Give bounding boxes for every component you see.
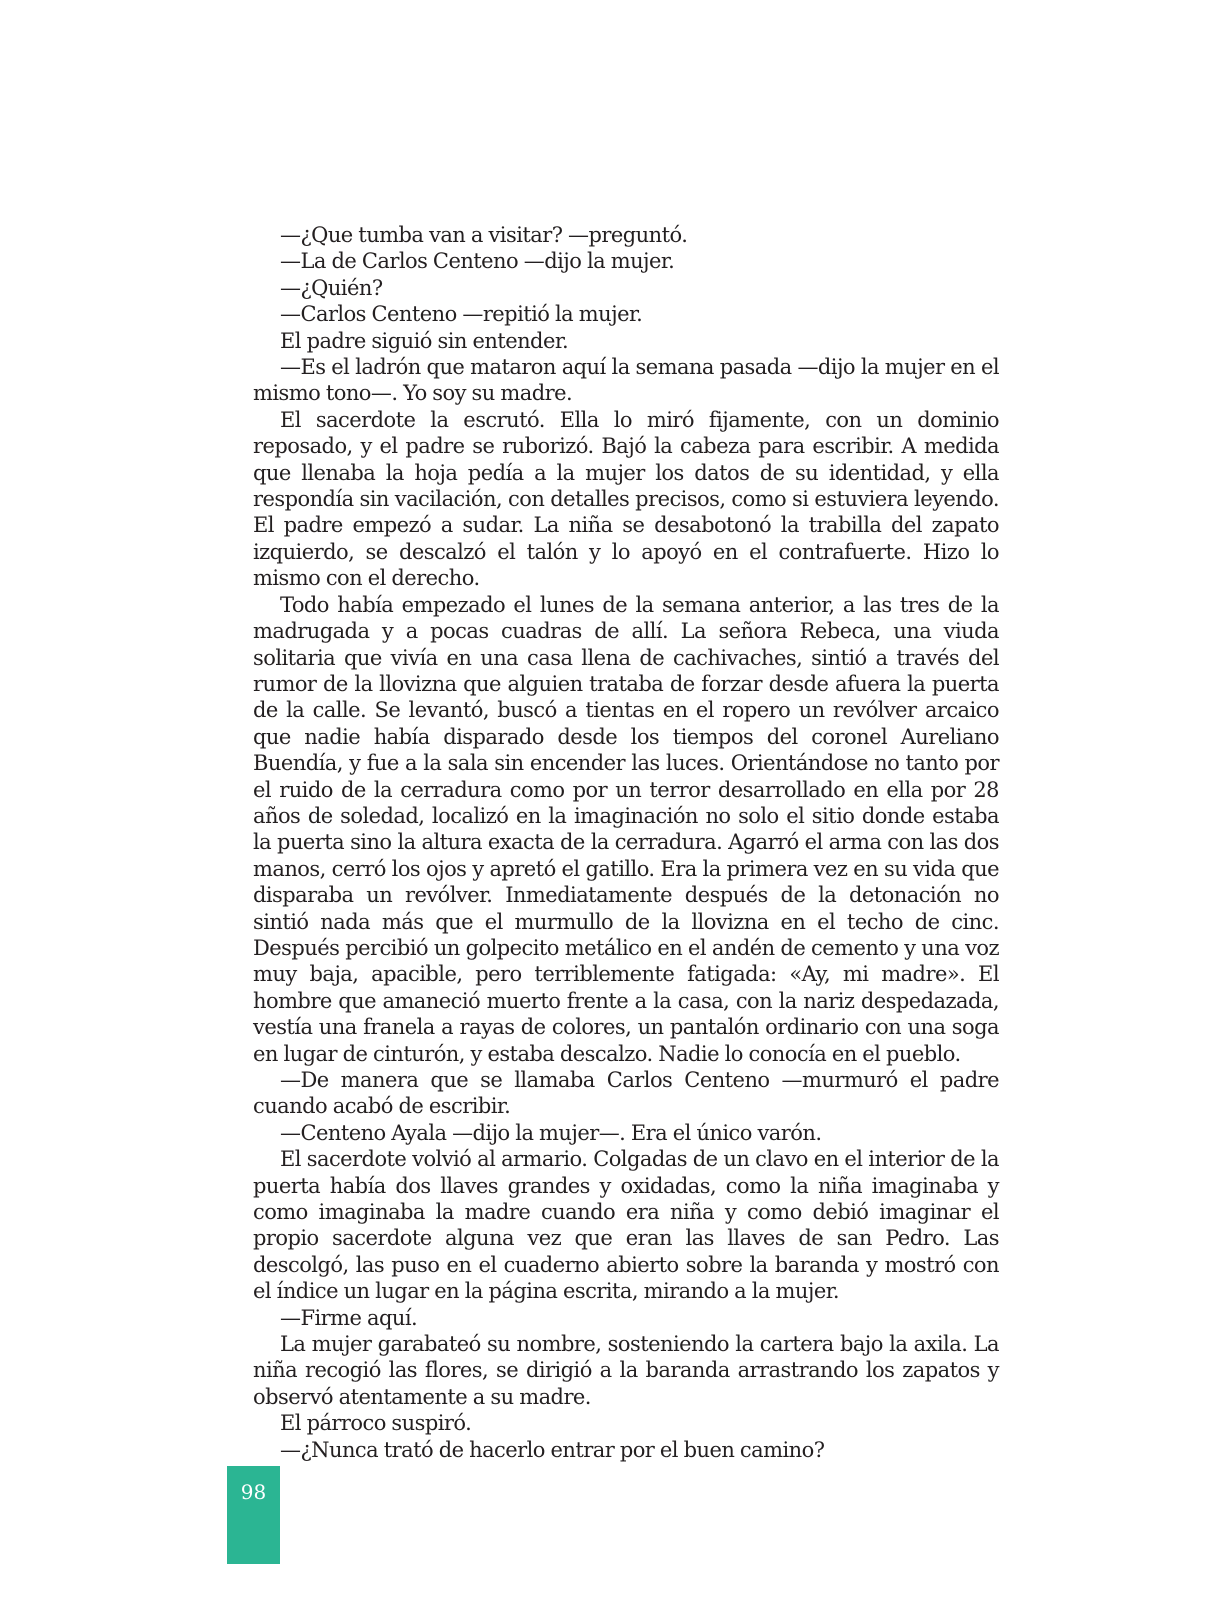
body-text xyxy=(253,222,999,1463)
page-number: 98 xyxy=(240,1480,267,1504)
paragraph: El sacerdote volvió al armario. Colgadas de un clavo en el interior de la puerta había dos llaves grandes y oxidadas, como la niña imaginaba y como imaginaba la madre cuando era niña y como debió imaginar el propio sacerdote alguna vez que eran las llaves de san Pedro. Las descolgó, las puso en el cuaderno abierto sobre la baranda y mostró con el índice un lugar en la página escrita, mirando a la mujer. xyxy=(253,1147,999,1304)
paragraph: La mujer garabateó su nombre, sosteniendo la cartera bajo la axila. La niña recogió las flores, se dirigió a la baranda arrastrando los zapatos y observó atentamente a su madre. xyxy=(253,1332,999,1409)
paragraph: —Centeno Ayala —dijo la mujer—. Era el único varón. xyxy=(280,1120,822,1145)
paragraph: —La de Carlos Centeno —dijo la mujer. xyxy=(280,249,675,274)
paragraph: —¿Nunca trató de hacerlo entrar por el buen camino? xyxy=(280,1437,825,1462)
paragraph: —De manera que se llamaba Carlos Centeno —murmuró el padre cuando acabó de escribir. xyxy=(253,1068,999,1119)
page-number-badge xyxy=(227,1466,280,1564)
paragraph: Todo había empezado el lunes de la semana anterior, a las tres de la madrugada y a pocas cuadras de allí. La señora Rebeca, una viuda solitaria que vivía en una casa llena de cachivaches, sintió a través del rumor de la llovizna que alguien trataba de forzar desde afuera la puerta de la calle. Se levantó, buscó a tientas en el ropero un revólver arcaico que nadie había disparado desde los tiempos del coronel Aureliano Buendía, y fue a la sala sin encender las luces. Orientándose no tanto por el ruido de la cerradura como por un terror desarrollado en ella por 28 años de soledad, localizó en la imaginación no solo el sitio donde estaba la puerta sino la altura exacta de la cerradura. Agarró el arma con las dos manos, cerró los ojos y apretó el gatillo. Era la primera vez en su vida que disparaba un revólver. Inmediatamente después de la detonación no sintió nada más que el murmullo de la llovizna en el techo de cinc. Después percibió un golpecito metálico en el andén de cemento y una voz muy baja, apacible, pero terriblemente fatigada: «Ay, mi madre». El hombre que amaneció muerto frente a la casa, con la nariz despedazada, vestía una franela a rayas de colores, un pantalón ordinario con una soga en lugar de cinturón, y estaba descalzo. Nadie lo conocía en el pueblo. xyxy=(253,592,999,1066)
paragraph: El padre siguió sin entender. xyxy=(280,328,569,353)
paragraph: El sacerdote la escrutó. Ella lo miró fijamente, con un dominio reposado, y el padre se ruborizó. Bajó la cabeza para escribir. A medida que llenaba la hoja pedía a la mujer los datos de su identidad, y ella respondía sin vacilación, con detalles precisos, como si estuviera leyendo. El padre empezó a sudar. La niña se desabotonó la trabilla del zapato izquierdo, se descalzó el talón y lo apoyó en el contrafuerte. Hizo lo mismo con el derecho. xyxy=(253,407,999,591)
paragraph: —Firme aquí. xyxy=(280,1305,418,1330)
paragraph: —¿Quién? xyxy=(280,275,383,300)
paragraph: —Es el ladrón que mataron aquí la semana pasada —dijo la mujer en el mismo tono—. Yo soy su madre. xyxy=(253,355,999,406)
paragraph: El párroco suspiró. xyxy=(280,1411,472,1436)
paragraph: —Carlos Centeno —repitió la mujer. xyxy=(280,302,643,327)
paragraph: —¿Que tumba van a visitar? —preguntó. xyxy=(280,223,688,247)
